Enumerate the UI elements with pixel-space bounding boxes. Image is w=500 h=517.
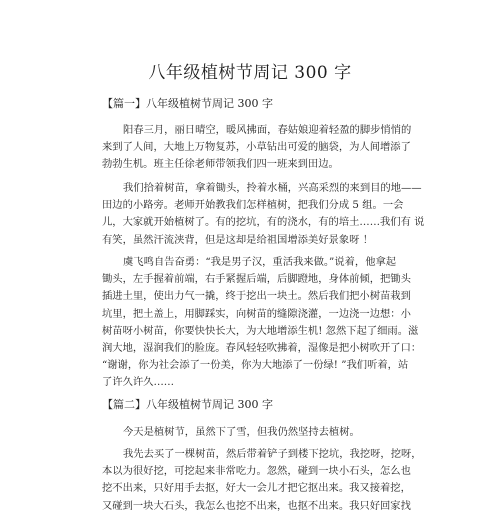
section-2-paragraph-1: [102, 424, 398, 441]
document-title: 八年级植树节周记 300 字: [148, 63, 352, 83]
text-line: 坑里，把土盖上，用脚踩实，向树苗的缝隙浇灌，一边浇一边想：小: [102, 307, 411, 320]
section-1-paragraph-1: [102, 122, 412, 174]
text-line: 我们拾着树苗，拿着锄头，拎着水桶，兴高采烈的来到目的地——: [123, 182, 422, 194]
text-line: 来到了人间，大地上万物复苏，小草钻出可爱的脑袋，为人间增添了: [102, 141, 411, 154]
text-line: 插进土里，使出力气一撬，终于挖出一块土。然后我们把小树苗栽到: [102, 290, 411, 303]
text-line: 了许久许久……: [102, 376, 175, 389]
section-heading-2: 【篇二】八年级植树节周记 300 字: [102, 398, 273, 411]
text-line: 阳春三月，丽日晴空，暖风拂面，春姑娘迎着轻盈的脚步悄悄的: [123, 124, 412, 136]
section-heading-1: 【篇一】八年级植树节周记 300 字: [102, 97, 273, 110]
text-line: 挖不出来，只好用手去抠，好大一会儿才把它抠出来。我又接着挖，: [102, 482, 411, 495]
text-line: 又碰到一块大石头，我怎么也挖不出来，也抠不出来。我只好回家找: [102, 499, 411, 512]
text-line: 虞飞鸣自告奋勇：“我是男子汉，重活我来做。”说着，他拿起: [123, 256, 397, 268]
text-line: 我先去买了一棵树苗，然后带着铲子到楼下挖坑，我挖呀，挖呀，: [123, 448, 422, 460]
text-line: 今天是植树节，虽然下了雪，但我仍然坚持去植树。: [123, 426, 360, 438]
section-2-paragraph-2: [102, 446, 422, 515]
section-1-paragraph-2: [102, 180, 425, 249]
text-line: 有笑，虽然汗流浃背，但是这却是给祖国增添美好景象呀 ！: [102, 233, 373, 246]
section-1-paragraph-3: [102, 254, 422, 392]
text-line: 田边的小路旁。老师开始教我们怎样植树，把我们分成 5 组。一会: [102, 199, 404, 212]
text-line: 锄头，左手握着前端，右手紧握后端，后脚蹬地，身体前倾，把锄头: [102, 273, 411, 286]
text-line: 润大地，湿润我们的脸庞。春风轻轻吹拂着，湿像是把小树吹开了口：: [102, 342, 422, 355]
text-line: 本以为很好挖，可挖起来非常吃力。忽然，碰到一块小石头，怎么也: [102, 465, 411, 478]
text-line: 勃勃生机。班主任徐老师带领我们四一班来到田边。: [102, 158, 339, 171]
text-line: 儿，大家就开始植树了。有的挖坑，有的浇水，有的培土……我们有 说: [102, 216, 425, 229]
text-line: “谢谢，你为社会添了一份美，你为大地添了一份绿! ”我们听着，站: [102, 359, 409, 372]
text-line: 树苗呀小树苗，你要快快长大，为大地增添生机! 忽然下起了细雨。滋: [102, 324, 419, 337]
